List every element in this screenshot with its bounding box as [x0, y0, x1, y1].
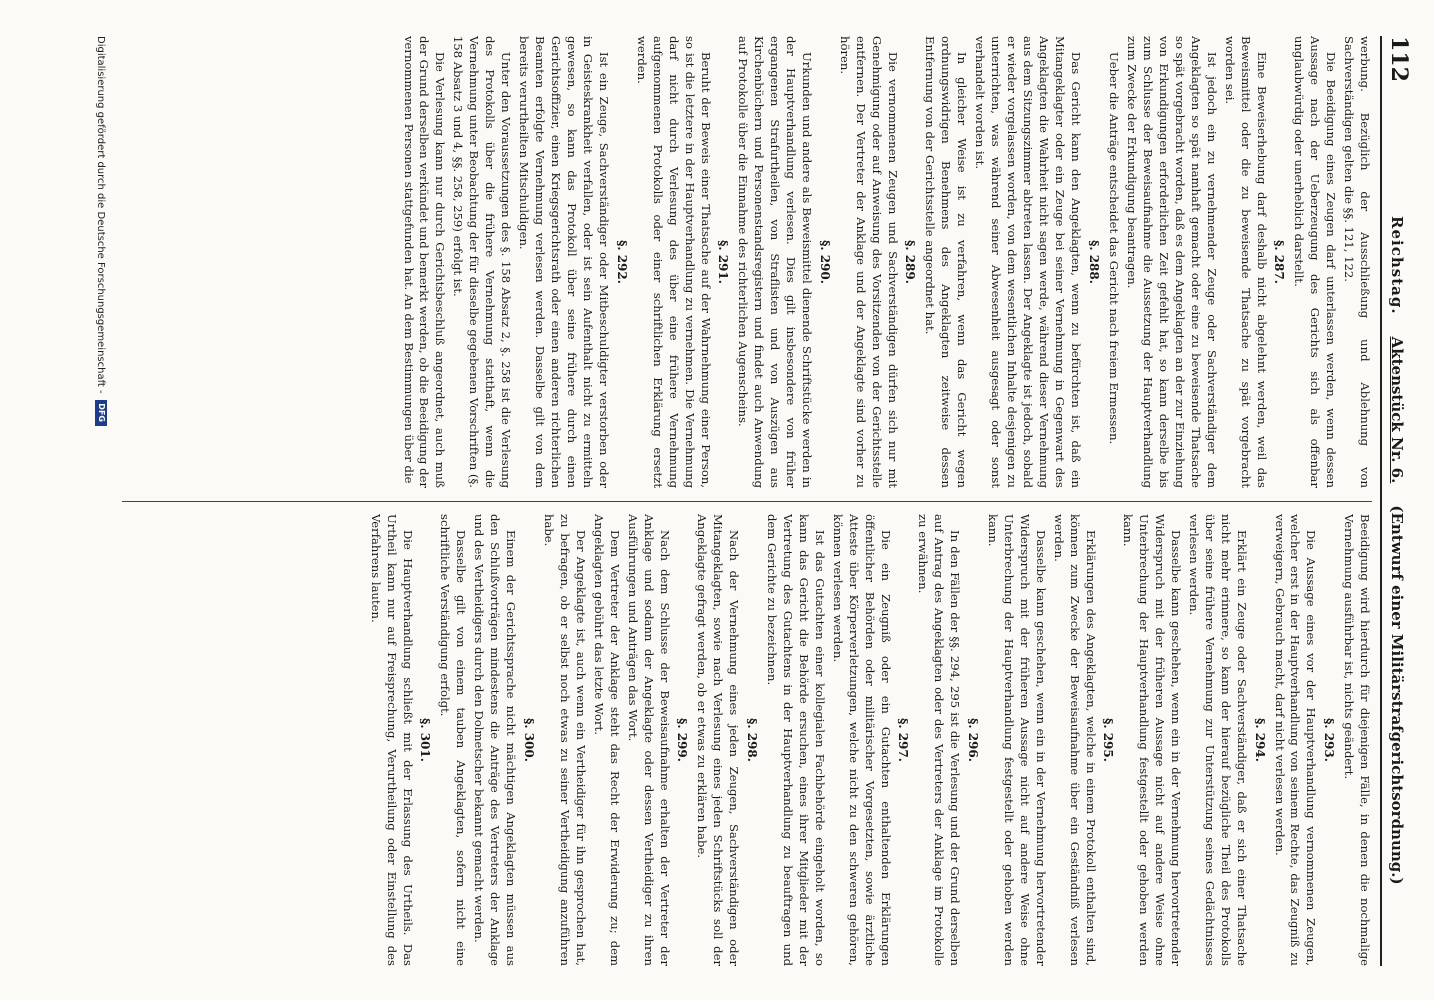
column-divider: [122, 501, 1372, 502]
journal-title: Reichstag.: [1388, 216, 1406, 315]
right-column: [122, 514, 1372, 966]
paragraph: Dasselbe gilt von einem tauben Angeklagten, sofern nicht eine schriftliche Verständigung erfolgt.: [438, 514, 469, 966]
paragraph: Dasselbe kann geschehen, wenn ein in der Vernehmung hervortretender Widerspruch mit der früheren Aussage nicht auf andere Weise ohne Unterbrechung der Hauptverhandlung festgestellt oder gehoben werden kann.: [985, 514, 1048, 966]
left-column: [122, 36, 1372, 488]
paragraph: Das Gericht kann den Angeklagten, wenn zu befürchten ist, daß ein Mitangeklagter oder ein Zeuge bei seiner Vernehmung in Gegenwart des Angeklagten die Wahrheit nicht sagen werde, während dieser Vernehmung aus dem Sitzungszimmer abtreten lassen. Der Angeklagte ist jedoch, sobald er wieder vorgelassen worden, von dem wesentlichen Inhalte desjenigen zu unterrichten, was während seiner Abwesenheit ausgesagt oder sonst verhandelt worden ist.: [973, 36, 1084, 488]
paragraph: Urkunden und andere als Beweismittel dienende Schriftstücke werden in der Hauptverhandlung verlesen. Dies gilt insbesondere von früher ergangenen Strafurtheilen, von Straflisten und von Auszügen aus Kirchenbüchern und Personenstandsregistern und findet auch Anwendung auf Protokolle über die Einnahme des richterlichen Augenscheins.: [736, 36, 815, 488]
paragraph: Erklärungen des Angeklagten, welche in einem Protokoll enthalten sind, können zum Zwecke der Beweisaufnahme über ein Geständniß verlesen werden.: [1051, 514, 1098, 966]
section-heading: §. 297.: [896, 718, 911, 762]
document-subtitle: (Entwurf einer Militärstrafgerichtsordnung.): [1388, 505, 1406, 885]
paragraph: In den Fällen der §§. 294, 295 ist die Verlesung und der Grund derselben auf Antrag des Angeklagten oder des Vertreters der Anklage im Protokolle zu erwähnen.: [916, 514, 963, 966]
section-heading: §. 292.: [614, 240, 629, 284]
paragraph: Die Beeidigung eines Zeugen darf unterlassen werden, wenn dessen Aussage nach der Ueberzeugung des Gerichts sich als offenbar unglaubwürdig oder unerheblich darstellt.: [1292, 36, 1339, 488]
section-heading: §. 299.: [675, 718, 690, 762]
section-heading: §. 290.: [817, 240, 832, 284]
section-heading: §. 293.: [1322, 718, 1337, 762]
section-heading: §. 301.: [418, 718, 433, 762]
paragraph: Dasselbe kann geschehen, wenn ein in der Vernehmung hervortretender Widerspruch mit der früheren Aussage nicht auf andere Weise ohne Unterbrechung der Hauptverhandlung festgestellt oder gehoben werden kann.: [1121, 514, 1184, 966]
paragraph: Ist jedoch ein zu vernehmender Zeuge oder Sachverständiger dem Angeklagten so spät namhaft gemacht oder eine zu beweisende Thatsache so spät vorgebracht worden, daß es dem Angeklagten an der zur Einziehung von Erkundigungen erforderlichen Zeit gefehlt hat, so kann derselbe bis zum Schlusse der Beweisaufnahme die Aussetzung der Hauptverhandlung zum Zwecke der Erkundigung beantragen.: [1124, 36, 1219, 488]
paragraph: Die ein Zeugniß oder ein Gutachten enthaltenden Erklärungen öffentlicher Behörden oder militärischer Vorgesetzten, sowie ärztliche Atteste über Körperverletzungen, welche nicht zu den schweren gehören, können verlesen werden.: [830, 514, 893, 966]
digitization-credit: [95, 36, 107, 966]
paragraph: Die Hauptverhandlung schließt mit der Erlassung des Urtheils. Das Urtheil kann nur auf Freisprechung, Verurtheilung oder Einstellung des Verfahrens lauten.: [368, 514, 415, 966]
section-heading: §. 296.: [965, 718, 980, 762]
paragraph: In gleicher Weise ist zu verfahren, wenn das Gericht wegen ordnungswidrigen Benehmens des Angeklagten zeitweise dessen Entfernung von der Gerichtsstelle angeordnet hat.: [923, 36, 970, 488]
paragraph: Einem der Gerichtssprache nicht mächtigen Angeklagten müssen aus den Schlußvorträgen mindestens die Anträge des Vertreters der Anklage und des Vertheidigers durch den Dolmetscher bekannt gemacht werden.: [472, 514, 519, 966]
section-heading: §. 287.: [1272, 240, 1287, 284]
page-number: 112: [1386, 36, 1412, 82]
section-heading: §. 298.: [744, 718, 759, 762]
paragraph: Eine Beweiserhebung darf deshalb nicht abgelehnt werden, weil das Beweismittel oder die zu beweisende Thatsache zu spät vorgebracht worden sei.: [1222, 36, 1269, 488]
paragraph: Ist das Gutachten einer kollegialen Fachbehörde eingeholt worden, so kann das Gericht die Behörde ersuchen, eines ihrer Mitglieder mit der Vertretung des Gutachtens in der Hauptverhandlung zu beauftragen und dem Gerichte zu bezeichnen.: [764, 514, 827, 966]
paragraph: Die vernommenen Zeugen und Sachverständigen dürfen sich nur mit Genehmigung oder auf Anweisung des Vorsitzenden von der Gerichtsstelle entfernen. Der Vertreter der Anklage und der Angeklagte sind vorher zu hören.: [837, 36, 900, 488]
paragraph: Beeidigung wird hierdurch für diejenigen Fälle, in denen die nochmalige Vernehmung ausführbar ist, nichts geändert.: [1342, 514, 1372, 966]
paragraph: Die Aussage eines vor der Hauptverhandlung vernommenen Zeugen, welcher erst in der Hauptverhandlung von seinem Rechte, das Zeugniß zu verweigern, Gebrauch macht, darf nicht verlesen werden.: [1272, 514, 1319, 966]
paragraph: Der Angeklagte ist, auch wenn ein Vertheidiger für ihn gesprochen hat, zu befragen, ob er selbst noch etwas zu seiner Vertheidigung anzuführen habe.: [541, 514, 588, 966]
dfg-logo: DFG: [95, 400, 107, 426]
section-heading: §. 294.: [1252, 718, 1267, 762]
paragraph: Ist ein Zeuge, Sachverständiger oder Mitbeschuldigter verstorben oder in Geisteskrankheit verfallen, oder ist sein Aufenthalt nicht zu ermitteln gewesen, so kann das Protokoll über seine frühere durch einen Gerichtsoffizier, einen Kriegsgerichtsrath oder einen anderen richterlichen Beamten erfolgte Vernehmung verlesen werden. Dasselbe gilt von dem bereits verurtheilten Mitschuldigen.: [517, 36, 612, 488]
section-heading: §. 300.: [521, 718, 536, 762]
section-heading: §. 295.: [1101, 718, 1116, 762]
section-heading: §. 288.: [1086, 240, 1101, 284]
paragraph: Nach dem Schlusse der Beweisaufnahme erhalten der Vertreter der Anklage und sodann der Angeklagte oder dessen Vertheidiger zu ihren Ausführungen und Anträgen das Wort.: [625, 514, 672, 966]
paragraph: Die Verlesung kann nur durch Gerichtsbeschluß angeordnet, auch muß der Grund derselben verkündet und bemerkt werden, ob die Beeidigung der vernommenen Personen stattgefunden hat. An dem Bestimmungen über die: [401, 36, 448, 488]
paragraph: Dem Vertreter der Anklage steht das Recht der Erwiderung zu; dem Angeklagten gebührt das letzte Wort.: [591, 514, 622, 966]
paragraph: Nach der Vernehmung eines jeden Zeugen, Sachverständigen oder Mitangeklagten, sowie nach Verlesung eines jeden Schriftstücks soll der Angeklagte gefragt werden, ob er etwas zu erklären habe.: [695, 514, 742, 966]
credit-text: Digitalisierung gefördert durch die Deutsche Forschungsgemeinschaft -: [95, 36, 107, 394]
page-body: [95, 36, 1412, 966]
paragraph: Beruht der Beweis einer Thatsache auf der Wahrnehmung einer Person, so ist die letztere in der Hauptverhandlung zu vernehmen. Die Vernehmung darf nicht durch Verlesung des über eine frühere Vernehmung aufgenommenen Protokolls oder einer schriftlichen Erklärung ersetzt werden.: [634, 36, 713, 488]
paragraph: Erklärt ein Zeuge oder Sachverständiger, daß er sich einer Thatsache nicht mehr erinnere, so kann der hierauf bezügliche Theil des Protokolls über seine frühere Vernehmung zur Unterstützung seines Gedächtnisses verlesen werden.: [1187, 514, 1249, 966]
running-head: [1380, 36, 1412, 966]
text-columns: [122, 36, 1372, 966]
paragraph: werbung. Bezüglich der Ausschließung und Ablehnung von Sachverständigen gelten die §§. 121, 122.: [1342, 36, 1372, 488]
section-heading: §. 289.: [903, 240, 918, 284]
paragraph: Ueber die Anträge entscheidet das Gericht nach freiem Ermessen.: [1106, 52, 1121, 445]
paragraph: Unter den Voraussetzungen des §. 158 Absatz 2, §. 258 ist die Verlesung des Protokolls über die frühere Vernehmung statthaft, wenn die Vernehmung unter Beobachtung der für dieselbe gegebenen Vorschriften (§. 158 Absatz 3 und 4, §§. 258, 259) erfolgt ist.: [451, 36, 514, 488]
document-number: Aktenstück Nr. 6.: [1388, 336, 1406, 484]
section-heading: §. 291.: [716, 240, 731, 284]
